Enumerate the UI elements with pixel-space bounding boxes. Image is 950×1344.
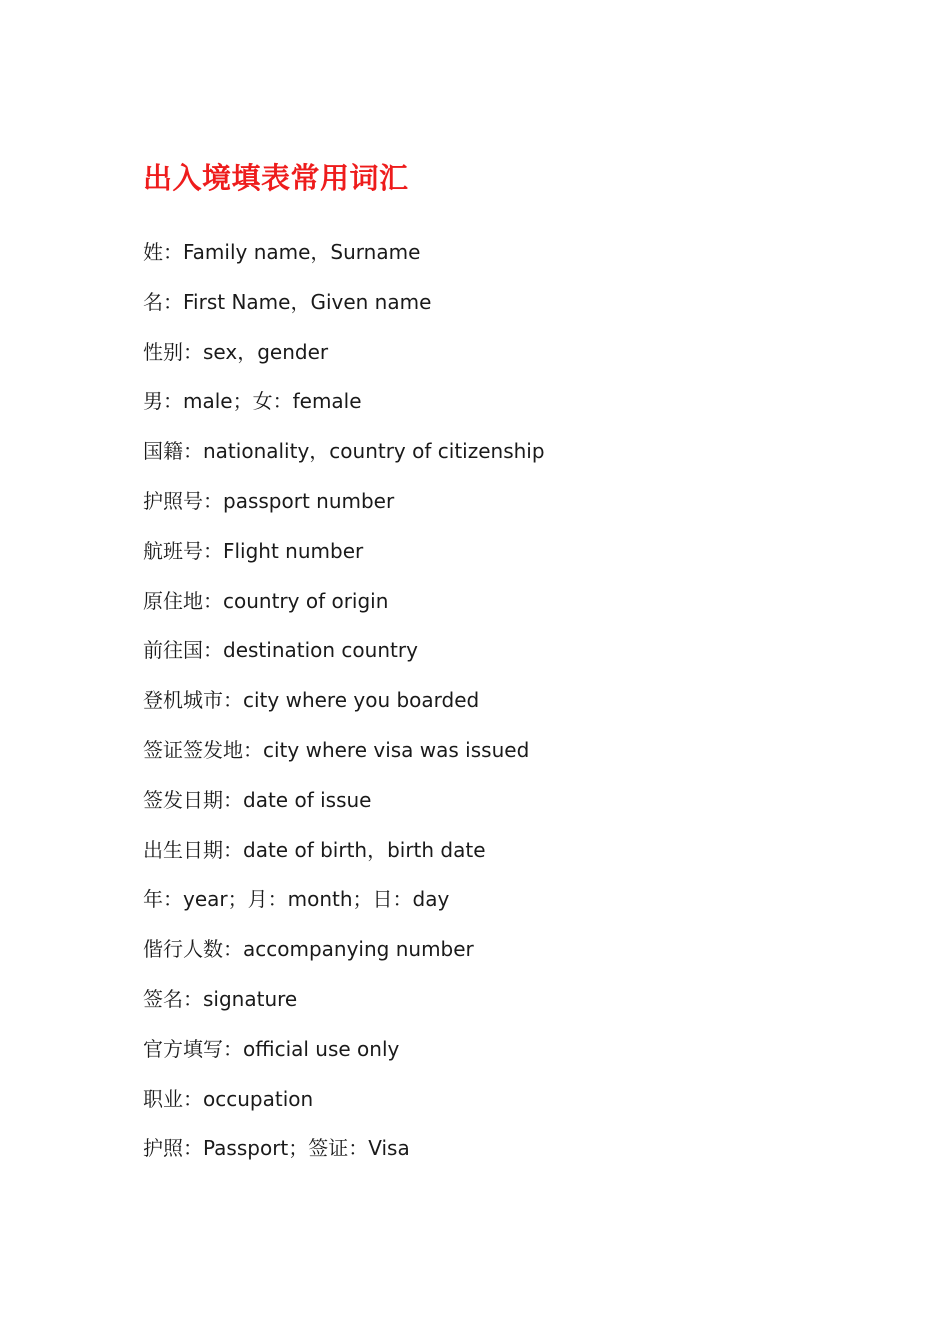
- vocabulary-entry: 国籍：nationality，country of citizenship: [143, 439, 545, 464]
- vocabulary-entry: 航班号：Flight number: [143, 538, 364, 563]
- vocabulary-entry: 护照号：passport number: [143, 488, 395, 513]
- vocabulary-entry: 原住地：country of origin: [143, 588, 389, 613]
- vocabulary-entry: 官方填写：official use only: [143, 1036, 400, 1061]
- vocabulary-entry: 签发日期：date of issue: [143, 787, 372, 812]
- vocabulary-list: [143, 232, 545, 1178]
- vocabulary-entry: 偕行人数：accompanying number: [143, 937, 474, 962]
- vocabulary-entry: 性别：sex，gender: [143, 339, 329, 364]
- vocabulary-entry: 护照：Passport；签证：Visa: [143, 1136, 410, 1161]
- vocabulary-entry: 登机城市：city where you boarded: [143, 688, 480, 713]
- vocabulary-entry: 前往国：destination country: [143, 638, 418, 663]
- vocabulary-entry: 年：year；月：month；日：day: [143, 887, 450, 912]
- vocabulary-entry: 男：male；女：female: [143, 389, 362, 414]
- vocabulary-entry: 签名：signature: [143, 986, 298, 1011]
- vocabulary-entry: 姓：Family name，Surname: [143, 240, 421, 264]
- vocabulary-entry: 名：First Name，Given name: [143, 289, 432, 314]
- vocabulary-entry: 签证签发地：city where visa was issued: [143, 737, 530, 762]
- document-title: 出入境填表常用词汇: [143, 161, 409, 195]
- vocabulary-entry: 职业：occupation: [143, 1086, 314, 1111]
- vocabulary-entry: 出生日期：date of birth，birth date: [143, 837, 486, 862]
